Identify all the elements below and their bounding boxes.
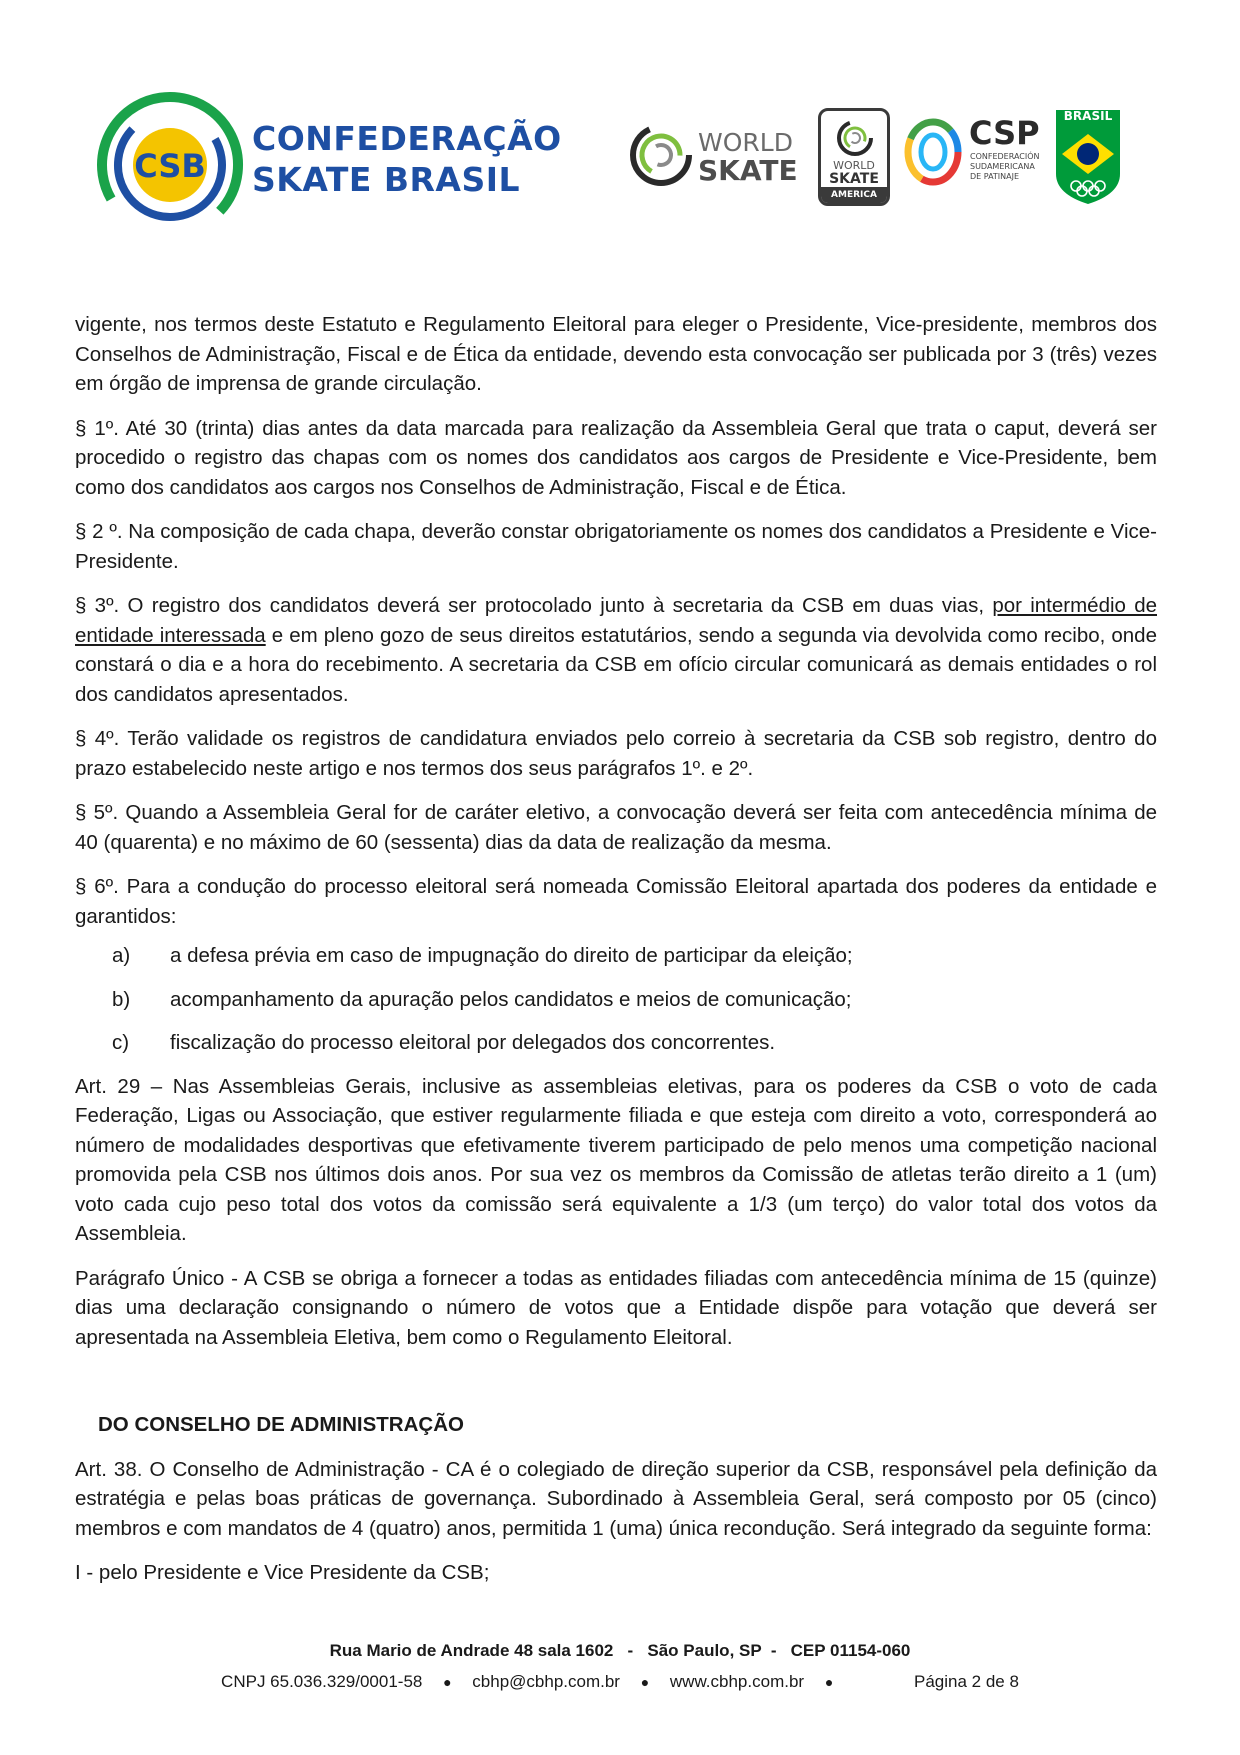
document-body <box>75 310 1157 1603</box>
bullet-icon: ● <box>640 1674 650 1690</box>
page-number: Página 2 de 8 <box>914 1672 1019 1691</box>
list-text: fiscalização do processo eleitoral por delegados dos concorrentes. <box>170 1031 776 1054</box>
paragraph-2: § 2 º. Na composição de cada chapa, deverão constar obrigatoriamente os nomes dos candidatos a Presidente e Vice-Presidente. <box>75 520 1157 573</box>
wsa-line3: AMERICA <box>821 187 887 203</box>
paragraph-4: § 4º. Terão validade os registros de candidatura enviados pelo correio à secretaria da CSB sob registro, dentro do prazo estabelecido neste artigo e nos termos dos seus parágrafos 1º. e 2º. <box>75 727 1157 780</box>
wsa-line1: WORLD <box>833 159 875 172</box>
world-skate-spiral-icon <box>628 122 694 188</box>
csb-logo-icon <box>95 90 245 240</box>
csb-logo-text: CSB <box>134 147 206 185</box>
page-header <box>0 0 1240 260</box>
world-skate-line1: WORLD <box>698 128 793 157</box>
world-skate-line2: SKATE <box>698 154 798 187</box>
list-marker: c) <box>112 1031 130 1054</box>
page-footer <box>0 1635 1240 1698</box>
article-38: Art. 38. O Conselho de Administração - CA é o colegiado de direção superior da CSB, responsável pela definição da estratégia e pelas boas práticas de governança. Subordinado à Assembleia Geral, será composto por 05 (cinco) membros e com mandatos de 4 (quatro) anos, permitida 1 (uma) única recondução. Será integrado da seguinte forma: <box>75 1457 1157 1540</box>
world-skate-america-logo <box>818 108 890 206</box>
paragraph-1: § 1º. Até 30 (trinta) dias antes da data marcada para realização da Assembleia Geral que trata o caput, deverá ser procedido o registro das chapas com os nomes dos candidatos aos cargos de Presidente e Vice-Presidente, bem como dos candidatos aos cargos nos Conselhos de Administração, Fiscal e de Ética. <box>75 416 1157 499</box>
org-name-line2: SKATE BRASIL <box>252 160 521 199</box>
item-i: I - pelo Presidente e Vice Presidente da CSB; <box>75 1561 490 1584</box>
section-heading: DO CONSELHO DE ADMINISTRAÇÃO <box>98 1413 464 1436</box>
org-name-line1: CONFEDERAÇÃO <box>252 119 562 158</box>
list-item <box>75 941 1157 971</box>
list-marker: b) <box>112 987 131 1011</box>
footer-address: Rua Mario de Andrade 48 sala 1602 - São Paulo, SP - CEP 01154-060 <box>329 1641 911 1660</box>
org-name <box>252 118 562 200</box>
p3-text-a: § 3º. O registro dos candidatos deverá ser protocolado junto à secretaria da CSB em duas vias, <box>75 594 993 617</box>
list-item <box>75 1028 1157 1058</box>
paragraph: vigente, nos termos deste Estatuto e Regulamento Eleitoral para eleger o Presidente, Vice-presidente, membros dos Conselhos de Administração, Fiscal e de Ética da entidade, devendo esta convocação ser publicada por 3 (três) vezes em órgão de imprensa de grande circulação. <box>75 313 1157 395</box>
bullet-icon: ● <box>824 1674 834 1690</box>
csp-logo <box>903 116 1043 196</box>
csp-subtitle: CONFEDERACIÓN SUDAMERICANA DE PATINAJE <box>970 152 1040 181</box>
list-text: a defesa prévia em caso de impugnação do direito de participar da eleição; <box>170 944 853 967</box>
list-text: acompanhamento da apuração pelos candidatos e meios de comunicação; <box>170 987 852 1011</box>
wsa-line2: SKATE <box>829 171 879 187</box>
footer-website[interactable]: www.cbhp.com.br <box>669 1672 805 1691</box>
csp-ring-icon <box>903 116 969 188</box>
brasil-olympic-logo <box>1054 108 1122 206</box>
footer-email[interactable]: cbhp@cbhp.com.br <box>472 1672 620 1691</box>
list-marker: a) <box>112 944 131 967</box>
p3-text-b: e em pleno gozo de seus direitos estatutários, sendo a segunda via devolvida como recibo, onde constará o dia e a hora do recebimento. A secretaria da CSB em ofício circular comunicará as demais entidades o rol dos candidatos apresentados. <box>75 623 1157 706</box>
paragraph-5: § 5º. Quando a Assembleia Geral for de caráter eletivo, a convocação deverá ser feita com antecedência mínima de 40 (quarenta) e no máximo de 60 (sessenta) dias da data de realização da mesma. <box>75 801 1157 854</box>
paragraph-3 <box>75 591 1157 709</box>
bullet-icon: ● <box>443 1674 452 1690</box>
brasil-label: BRASIL <box>1063 109 1113 123</box>
wsa-spiral-icon <box>836 119 874 157</box>
csp-title: CSP <box>969 114 1040 152</box>
paragrafo-unico: Parágrafo Único - A CSB se obriga a fornecer a todas as entidades filiadas com antecedência mínima de 15 (quinze) dias uma declaração consignando o número de votos que a Entidade dispõe para votação que deverá ser apresentada na Assembleia Eletiva, bem como o Regulamento Eleitoral. <box>75 1266 1157 1349</box>
guarantees-list <box>75 941 1157 1058</box>
list-item <box>75 985 1157 1015</box>
p3-underlined: por intermédio de entidade interessada <box>75 594 1157 647</box>
article-29: Art. 29 – Nas Assembleias Gerais, inclusive as assembleias eletivas, para os poderes da CSB o voto de cada Federação, Ligas ou Associação, que estiver regularmente filiada e que esteja com direito a voto, corresponderá ao número de modalidades desportivas que efetivamente tiverem participado de pelo menos uma competição nacional promovida pela CSB nos últimos dois anos. Por sua vez os membros da Comissão de atletas terão direito a 1 (um) voto cada cujo peso total dos votos da comissão será equivalente a 1/3 (um terço) do valor total dos votos da Assembleia. <box>75 1074 1157 1245</box>
paragraph-6: § 6º. Para a condução do processo eleitoral será nomeada Comissão Eleitoral apartada dos poderes da entidade e garantidos: <box>75 875 1157 928</box>
world-skate-logo <box>628 122 808 192</box>
footer-cnpj: CNPJ 65.036.329/0001-58 <box>221 1672 423 1691</box>
